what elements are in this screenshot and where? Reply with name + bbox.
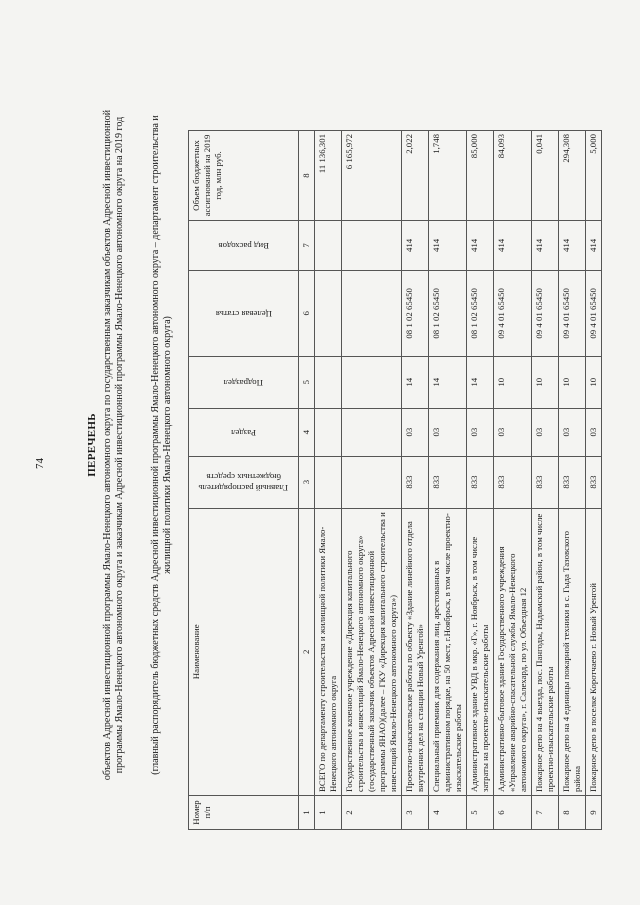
row-number: 6: [494, 796, 532, 830]
row-number: 7: [532, 796, 559, 830]
row-amount: 0,041: [532, 131, 559, 221]
index-cell: 3: [299, 456, 315, 508]
header-podrazdel: Подраздел: [189, 356, 299, 408]
header-amount: Объем бюджетных ассигнований на 2019 год, млн руб.: [189, 131, 299, 221]
row-grbs: 833: [532, 456, 559, 508]
row-amount: 2,022: [402, 131, 429, 221]
row-amount: 84,093: [494, 131, 532, 221]
column-index-row: [299, 131, 315, 830]
row-amount: 85,000: [467, 131, 494, 221]
row-grbs: [342, 456, 402, 508]
row-amount: 6 165,972: [342, 131, 402, 221]
row-razdel: [315, 408, 342, 456]
row-razdel: 03: [402, 408, 429, 456]
row-grbs: 833: [402, 456, 429, 508]
row-grbs: 833: [559, 456, 586, 508]
row-name: Проектно-изыскательские работы по объекту «Здание линейного отдела внутренних дел на станции Новый Уренгой»: [402, 508, 429, 795]
index-cell: 5: [299, 356, 315, 408]
row-target-article: 09 4 01 65450: [559, 270, 586, 356]
table-row: [559, 131, 586, 830]
index-cell: 4: [299, 408, 315, 456]
header-grbs: Главный распорядитель бюджетных средств: [189, 456, 299, 508]
row-grbs: 833: [494, 456, 532, 508]
table-row: [494, 131, 532, 830]
row-razdel: [342, 408, 402, 456]
row-razdel: 03: [494, 408, 532, 456]
row-amount: 294,308: [559, 131, 586, 221]
row-number: 9: [586, 796, 602, 830]
row-amount: 11 136,301: [315, 131, 342, 221]
row-podrazdel: 10: [532, 356, 559, 408]
row-target-article: 09 4 01 65450: [494, 270, 532, 356]
row-number: 8: [559, 796, 586, 830]
page-number: 74: [34, 458, 46, 469]
document-title: ПЕРЕЧЕНЬ: [86, 413, 98, 477]
row-name: ВСЕГО по департаменту строительства и жилищной политики Ямало-Ненецкого автономного округа: [315, 508, 342, 795]
row-grbs: 833: [467, 456, 494, 508]
row-name: Государственное казенное учреждение «Дирекция капитального строительства и инвестиций Ямало-Ненецкого автономного округа» (государственный заказчик объектов Адресной инвестиционной программы ЯНАО)(далее – ГКУ «Дирекция капитального строительства и инвестиций Ямало-Ненецкого автономного округа»): [342, 508, 402, 795]
row-target-article: 08 1 02 65450: [402, 270, 429, 356]
row-number: 3: [402, 796, 429, 830]
index-cell: 7: [299, 220, 315, 270]
table-header-row: [189, 131, 299, 830]
row-expense-type: 414: [429, 220, 467, 270]
row-expense-type: 414: [586, 220, 602, 270]
table-row: [586, 131, 602, 830]
row-grbs: 833: [586, 456, 602, 508]
budget-table: [188, 130, 602, 830]
table-row: [342, 131, 402, 830]
header-name: Наименование: [189, 508, 299, 795]
header-vr: Вид расходов: [189, 220, 299, 270]
row-podrazdel: 10: [586, 356, 602, 408]
row-expense-type: 414: [467, 220, 494, 270]
index-cell: 2: [299, 508, 315, 795]
row-razdel: 03: [532, 408, 559, 456]
row-podrazdel: 10: [494, 356, 532, 408]
row-target-article: [342, 270, 402, 356]
row-expense-type: [315, 220, 342, 270]
row-target-article: 09 4 01 65450: [532, 270, 559, 356]
row-number: 4: [429, 796, 467, 830]
row-grbs: [315, 456, 342, 508]
document-subtitle: объектов Адресной инвестиционной программы Ямало-Ненецкого автономного округа по государственным заказчикам объектов Адресной инвестиционной программы Ямало-Ненецкого автономного округа и заказчикам Адресной инвестиционной программы Ямало-Ненецкого автономного округа на 2019 год: [102, 109, 125, 781]
row-podrazdel: [315, 356, 342, 408]
row-number: 2: [342, 796, 402, 830]
table-row: [467, 131, 494, 830]
row-target-article: 08 1 02 65450: [467, 270, 494, 356]
row-expense-type: 414: [532, 220, 559, 270]
row-name: Пожарное депо в поселке Коротчаево г. Новый Уренгой: [586, 508, 602, 795]
row-name: Пожарное депо на 4 выезда, пос. Пангоды, Надымский район, в том числе проектно-изыскательские работы: [532, 508, 559, 795]
row-podrazdel: 14: [467, 356, 494, 408]
index-cell: 6: [299, 270, 315, 356]
row-number: 1: [315, 796, 342, 830]
index-cell: 1: [299, 796, 315, 830]
row-expense-type: 414: [494, 220, 532, 270]
row-expense-type: [342, 220, 402, 270]
row-target-article: [315, 270, 342, 356]
row-target-article: 09 4 01 65450: [586, 270, 602, 356]
row-podrazdel: 14: [429, 356, 467, 408]
row-amount: 5,000: [586, 131, 602, 221]
row-razdel: 03: [586, 408, 602, 456]
row-name: Административно-бытовое здание Государственного учреждения «Управление аварийно-спасательной службы Ямало-Ненецкого автономного округа», г. Салехард, по ул. Объездная 12: [494, 508, 532, 795]
header-num: Номер п/п: [189, 796, 299, 830]
header-cs: Целевая статья: [189, 270, 299, 356]
row-name: Административное здание УВД в мкр. «Г», г. Ноябрьск, в том числе затраты на проектно-изыскательские работы: [467, 508, 494, 795]
row-target-article: 08 1 02 65450: [429, 270, 467, 356]
row-razdel: 03: [559, 408, 586, 456]
row-razdel: 03: [467, 408, 494, 456]
index-cell: 8: [299, 131, 315, 221]
row-name: Специальный приемник для содержания лиц, арестованных в административном порядке, на 50 мест, г.Ноябрьск, в том числе проектно-изыскательские работы: [429, 508, 467, 795]
row-number: 5: [467, 796, 494, 830]
row-razdel: 03: [429, 408, 467, 456]
header-razdel: Раздел: [189, 408, 299, 456]
table-row: [402, 131, 429, 830]
table-row: [315, 131, 342, 830]
row-amount: 1,748: [429, 131, 467, 221]
row-grbs: 833: [429, 456, 467, 508]
row-expense-type: 414: [559, 220, 586, 270]
row-name: Пожарное депо на 4 единицы пожарной техники в с. Гыда Тазовского района: [559, 508, 586, 795]
row-podrazdel: 10: [559, 356, 586, 408]
row-expense-type: 414: [402, 220, 429, 270]
table-row: [429, 131, 467, 830]
document-note: (главный распорядитель бюджетных средств Адресной инвестиционной программы Ямало-Ненецкого автономного округа – департамент строительства и жилищной политики Ямало-Ненецкого автономного округа): [150, 115, 173, 775]
table-row: [532, 131, 559, 830]
row-podrazdel: 14: [402, 356, 429, 408]
row-podrazdel: [342, 356, 402, 408]
